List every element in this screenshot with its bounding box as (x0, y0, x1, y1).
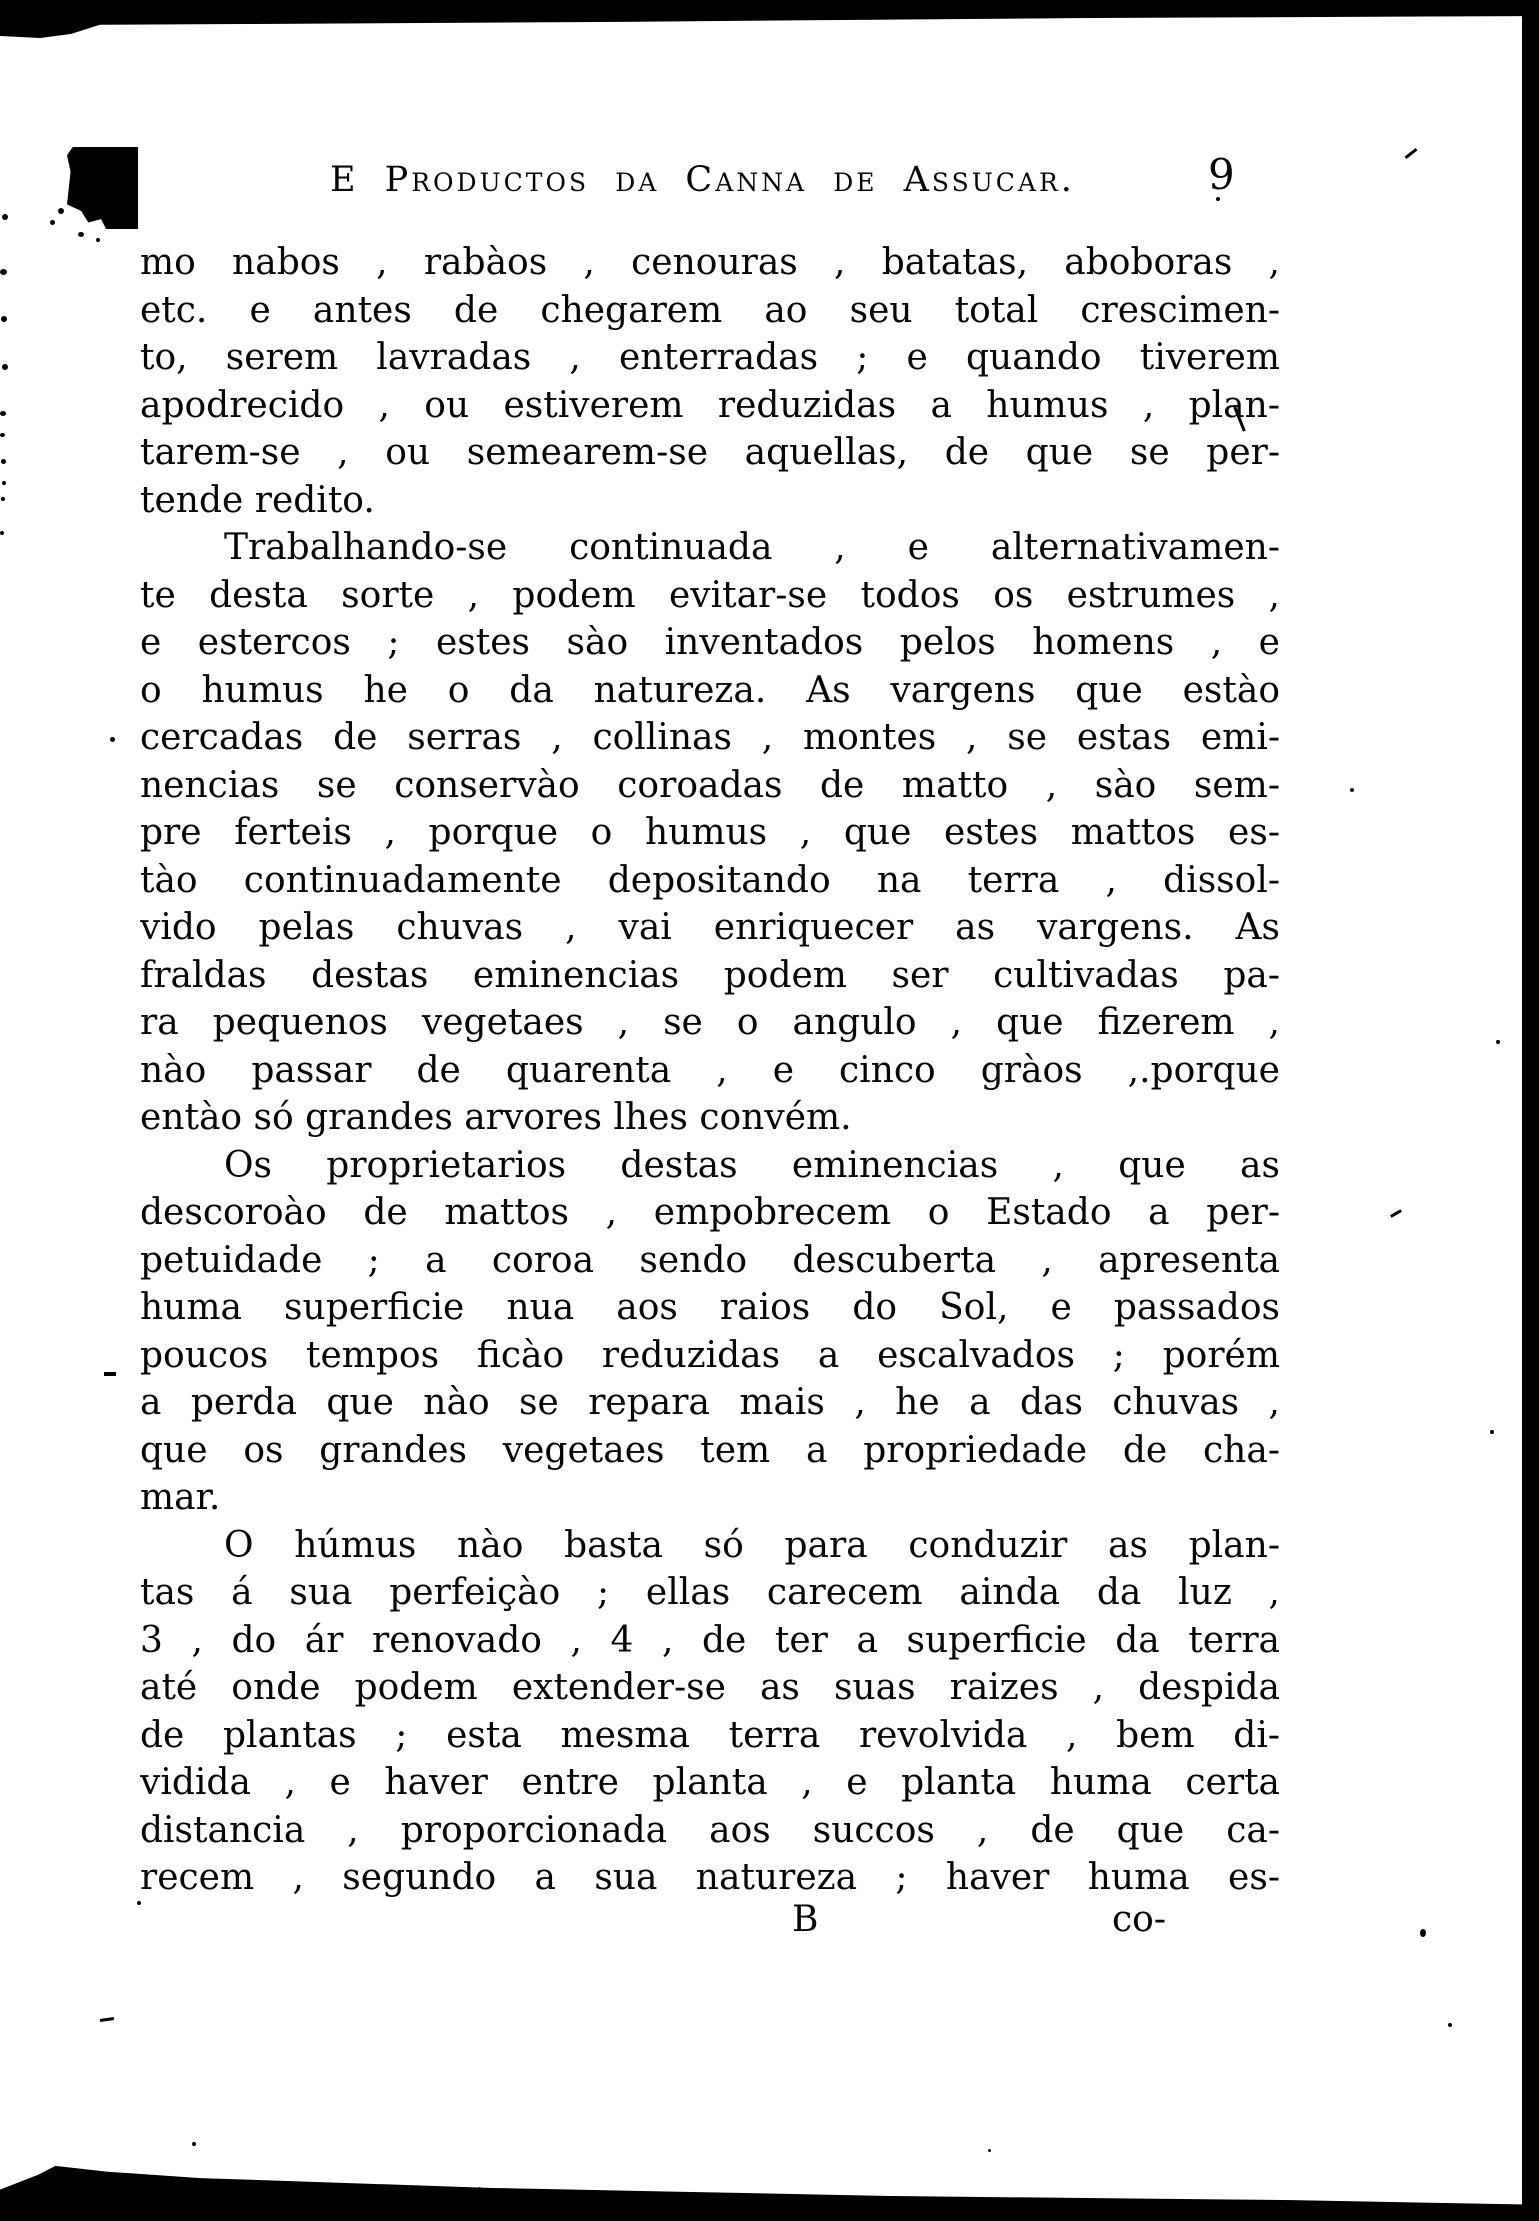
ink-speck (0, 411, 6, 416)
text-line: recem , segundo a sua natureza ; haver huma es- (140, 1857, 1280, 1898)
ink-speck (478, 2187, 481, 2190)
text-line: ra pequenos vegetaes , se o angulo , que fizerem , (140, 1002, 1280, 1043)
scan-edge-top (0, 0, 1539, 40)
ink-speck (96, 238, 100, 242)
text-line: pre ferteis , porque o humus , que estes mattos es- (140, 812, 1280, 853)
scan-edge-bottom (0, 2163, 1539, 2221)
stray-mark (100, 2017, 114, 2022)
text-line: vido pelas chuvas , vai enriquecer as vargens. As (140, 907, 1280, 948)
text-line: tarem-se , ou semearem-se aquellas, de que se per- (140, 432, 1280, 473)
ink-speck (78, 232, 84, 237)
text-line: poucos tempos ficào reduzidas a escalvados ; porém (140, 1334, 1280, 1376)
ink-speck (988, 2149, 991, 2152)
text-line: de plantas ; esta mesma terra revolvida , bem di- (140, 1714, 1280, 1756)
text-line: fraldas destas eminencias podem ser cultivadas pa- (140, 954, 1280, 996)
text-line: mo nabos , rabàos , cenouras , batatas, aboboras , (140, 242, 1280, 283)
text-line: cercadas de serras , collinas , montes , se estas emi- (140, 717, 1280, 758)
ink-speck (1, 459, 6, 464)
text-line: descoroào de mattos , empobrecem o Estado a per- (140, 1192, 1280, 1233)
ink-speck (500, 2197, 503, 2200)
text-line: Trabalhando-se continuada , e alternativamen- (224, 527, 1280, 568)
catchword: co- (1112, 1899, 1166, 1940)
text-line: tào continuadamente depositando na terra , dissol- (140, 859, 1280, 901)
text-line: nencias se conservào coroadas de matto , sào sem- (140, 764, 1280, 806)
text-line: huma superficie nua aos raios do Sol, e passados (140, 1287, 1280, 1328)
text-line: que os grandes vegetaes tem a propriedade de cha- (140, 1429, 1280, 1471)
text-line: etc. e antes de chegarem ao seu total crescimen- (140, 289, 1280, 331)
text-line: vidida , e haver entre planta , e planta huma certa (140, 1762, 1280, 1803)
body-text-column (140, 239, 1280, 1902)
stray-mark (1405, 148, 1418, 159)
stray-mark (1390, 1209, 1402, 1218)
page-number: 9 (1208, 150, 1235, 199)
signature-mark: B (792, 1899, 819, 1940)
ink-speck (1420, 1929, 1426, 1937)
text-line: to, serem lavradas , enterradas ; e quando tiverem (140, 337, 1280, 378)
ink-speck (0, 269, 7, 275)
text-line: petuidade ; a coroa sendo descuberta , apresenta (140, 1239, 1280, 1281)
signature-line (140, 1899, 1280, 1947)
ink-speck (110, 737, 115, 742)
ink-smudge (67, 147, 138, 229)
stray-mark (104, 1372, 116, 1376)
ink-speck (0, 531, 4, 535)
text-line: entào só grandes arvores lhes convém. (140, 1097, 852, 1138)
text-line: distancia , proporcionada aos succos , de que ca- (140, 1809, 1280, 1851)
text-line: a perda que nào se repara mais , he a das chuvas , (140, 1382, 1280, 1423)
ink-speck (1490, 1430, 1494, 1434)
ink-speck (1, 497, 5, 501)
ink-speck (2, 214, 8, 220)
ink-speck (1, 316, 7, 322)
ink-speck (50, 220, 55, 225)
ink-speck (2, 481, 6, 485)
text-line: te desta sorte , podem evitar-se todos os estrumes , (140, 574, 1280, 616)
text-line: mar. (140, 1477, 221, 1518)
text-line: nào passar de quarenta , e cinco gràos ,.porque (140, 1049, 1280, 1091)
text-line: apodrecido , ou estiverem reduzidas a humus , plan- (140, 384, 1280, 426)
text-line: até onde podem extender-se as suas raizes , despida (140, 1667, 1280, 1708)
ink-speck (1496, 1040, 1500, 1044)
text-line: tende redito. (140, 479, 375, 521)
ink-speck (192, 2142, 196, 2146)
text-line: 3 , do ár renovado , 4 , de ter a superficie da terra (140, 1619, 1280, 1661)
ink-speck (1350, 788, 1354, 792)
scan-edge-right (1522, 0, 1539, 2221)
ink-speck (1448, 2023, 1452, 2027)
text-line: o humus he o da natureza. As vargens que estào (140, 669, 1280, 711)
ink-speck (58, 208, 64, 214)
text-line: Os proprietarios destas eminencias , que as (224, 1144, 1280, 1186)
ink-speck (2, 364, 8, 370)
text-line: O húmus nào basta só para conduzir as plan- (224, 1524, 1280, 1566)
text-line: tas á sua perfeiçào ; ellas carecem ainda da luz , (140, 1572, 1280, 1613)
text-line: e estercos ; estes sào inventados pelos homens , e (140, 622, 1280, 663)
ink-speck (0, 433, 5, 437)
running-header: E Productos da Canna de Assucar. (330, 160, 1075, 200)
